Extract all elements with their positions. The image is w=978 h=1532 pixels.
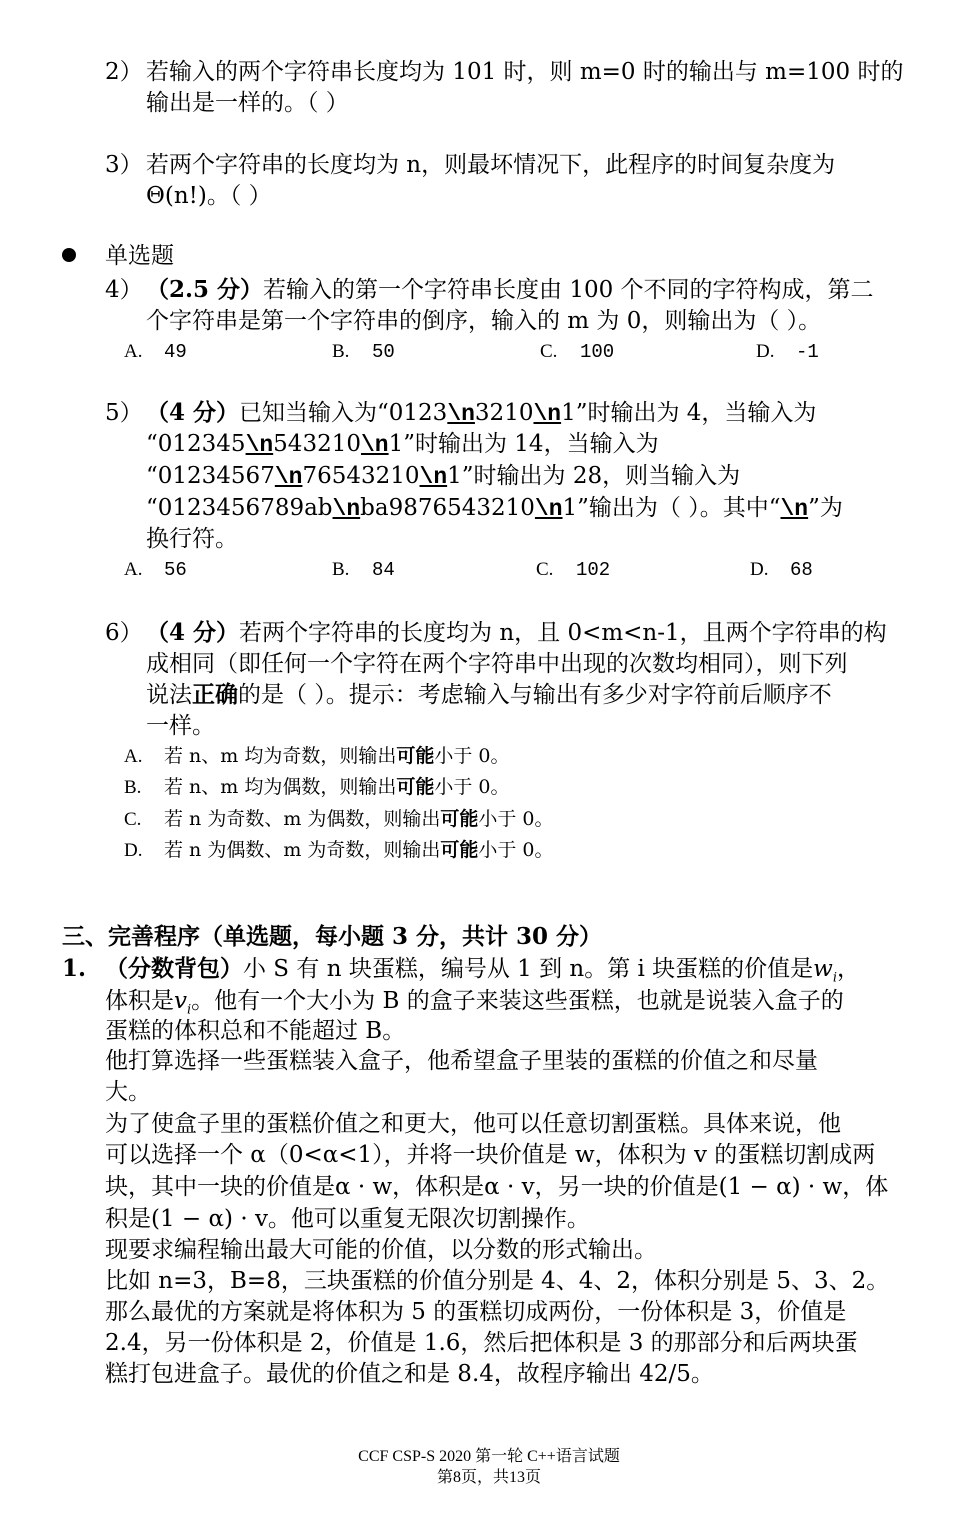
- q6-text: 若两个字符串的长度均为 n，且 0<m<n-1，且两个字符串的构: [239, 620, 887, 646]
- p1-line-13: 2.4，另一份体积是 2，价值是 1.6，然后把体积是 3 的那部分和后两块蛋: [105, 1330, 858, 1356]
- q4-line-1: [146, 275, 874, 305]
- option-letter: C.: [536, 559, 554, 580]
- q3-line-1: 若两个字符串的长度均为 n，则最坏情况下，此程序的时间复杂度为: [146, 152, 836, 178]
- q6-option-a: [124, 743, 510, 770]
- q5-text: “012345: [146, 431, 246, 457]
- option-value: 102: [576, 559, 611, 581]
- q5-number: 5）: [105, 400, 143, 426]
- q6-emphasis: 正确: [192, 682, 238, 708]
- newline-token: \n: [533, 401, 562, 427]
- q6-line-2: 成相同（即任何一个字符在两个字符串中出现的次数均相同），则下列: [146, 651, 848, 677]
- option-value: 56: [164, 559, 187, 581]
- option-letter: D.: [750, 559, 769, 580]
- p1-line-8: 块，其中一块的价值是α · w，体积是α · v，另一块的价值是(1 − α) · w，体: [105, 1174, 889, 1200]
- option-letter: B.: [332, 341, 350, 362]
- q3-line-2: Θ(n!)。（ ）: [146, 183, 272, 209]
- option-emphasis: 可能: [440, 839, 479, 861]
- q4-option-c: [540, 338, 614, 365]
- q2-line-2: 输出是一样的。（ ）: [146, 90, 349, 116]
- q5-option-b: [332, 556, 395, 583]
- q4-score: （2.5 分）: [146, 276, 264, 303]
- q5-text: ba9876543210: [360, 495, 535, 521]
- option-text: 小于 0。: [434, 745, 510, 767]
- q5-line-1: [146, 398, 816, 429]
- q5-text: 543210: [273, 431, 361, 457]
- q6-number: 6）: [105, 620, 143, 646]
- q2-number: 2）: [105, 59, 143, 85]
- q3-number: 3）: [105, 152, 143, 178]
- q4-text: 若输入的第一个字符串长度由 100 个不同的字符构成，第二: [263, 277, 874, 303]
- option-text: 小于 0。: [478, 808, 554, 830]
- p1-text: 小 S 有 n 块蛋糕，编号从 1 到 n。第 i 块蛋糕的价值是: [243, 956, 814, 982]
- option-letter: D.: [124, 840, 143, 861]
- q4-option-b: [332, 338, 395, 365]
- q5-text: 1”时输出为 28，则当输入为: [447, 463, 741, 489]
- p1-line-14: 糕打包进盒子。最优的价值之和是 8.4，故程序输出 42/5。: [105, 1361, 714, 1387]
- q5-line-2: [146, 429, 659, 460]
- q6-score: （4 分）: [146, 619, 240, 646]
- p1-line-12: 那么最优的方案就是将体积为 5 的蛋糕切成两份，一份体积是 3，价值是: [105, 1299, 847, 1325]
- newline-token: \n: [780, 496, 809, 522]
- math-subscript: i: [832, 970, 838, 986]
- option-emphasis: 可能: [396, 776, 435, 798]
- option-letter: C.: [124, 809, 142, 830]
- math-v: v: [174, 988, 187, 1014]
- section-3-title: 三、完善程序（单选题，每小题 3 分，共计 30 分）: [62, 923, 603, 950]
- option-letter: B.: [124, 777, 142, 798]
- option-value: -1: [796, 341, 819, 363]
- q5-text: 76543210: [302, 463, 420, 489]
- p1-line-9: 积是(1 − α) · v。他可以重复无限次切割操作。: [105, 1206, 590, 1232]
- option-emphasis: 可能: [396, 745, 435, 767]
- option-value: 100: [580, 341, 615, 363]
- q5-text: 3210: [474, 400, 534, 426]
- single-choice-heading: 单选题: [105, 243, 174, 269]
- option-text: 若 n、m 均为偶数，则输出: [164, 776, 397, 798]
- q5-text: 1”输出为（ ）。其中“: [562, 495, 781, 521]
- option-text: 若 n 为奇数、m 为偶数，则输出: [164, 808, 441, 830]
- q5-text: “01234567: [146, 463, 275, 489]
- math-w: w: [813, 956, 833, 982]
- p1-number: 1.: [62, 955, 87, 982]
- bullet-icon: [62, 248, 76, 262]
- newline-token: \n: [419, 464, 448, 490]
- newline-token: \n: [245, 432, 274, 458]
- newline-token: \n: [274, 464, 303, 490]
- p1-line-7: 可以选择一个 α（0<α<1），并将一块价值是 w，体积为 v 的蛋糕切割成两: [105, 1142, 876, 1168]
- q6-text: 的是（ ）。提示：考虑输入与输出有多少对字符前后顺序不: [238, 682, 832, 708]
- p1-line-5: 大。: [105, 1079, 151, 1105]
- q6-option-b: [124, 774, 510, 801]
- option-value: 49: [164, 341, 187, 363]
- q5-line-3: [146, 461, 740, 492]
- math-subscript: i: [187, 1002, 192, 1018]
- q6-line-1: [146, 618, 887, 648]
- option-value: 50: [372, 341, 395, 363]
- newline-token: \n: [534, 496, 563, 522]
- option-letter: C.: [540, 341, 558, 362]
- q4-line-2: 个字符串是第一个字符串的倒序，输入的 m 为 0，则输出为（ ）。: [146, 308, 822, 334]
- q6-option-d: [124, 837, 554, 864]
- option-value: 84: [372, 559, 395, 581]
- q4-option-d: [756, 338, 819, 365]
- p1-text: ，: [837, 956, 861, 982]
- q5-option-a: [124, 556, 187, 583]
- q4-option-a: [124, 338, 187, 365]
- option-text: 小于 0。: [434, 776, 510, 798]
- option-emphasis: 可能: [440, 808, 479, 830]
- q5-text: 1”时输出为 4，当输入为: [561, 400, 817, 426]
- p1-line-4: 他打算选择一些蛋糕装入盒子，他希望盒子里装的蛋糕的价值之和尽量: [105, 1048, 818, 1074]
- q6-line-4: 一样。: [146, 713, 215, 739]
- p1-line-11: 比如 n=3，B=8，三块蛋糕的价值分别是 4、4、2，体积分别是 5、3、2。: [105, 1268, 890, 1294]
- p1-line-10: 现要求编程输出最大可能的价值，以分数的形式输出。: [105, 1237, 657, 1263]
- footer-title: CCF CSP-S 2020 第一轮 C++语言试题: [358, 1448, 620, 1465]
- q5-text: 已知当输入为“0123: [239, 400, 448, 426]
- q2-line-1: 若输入的两个字符串长度均为 101 时，则 m=0 时的输出与 m=100 时的: [146, 59, 904, 85]
- q6-text: 说法: [146, 682, 192, 708]
- newline-token: \n: [360, 432, 389, 458]
- q6-option-c: [124, 806, 554, 833]
- q4-number: 4）: [105, 277, 143, 303]
- option-text: 若 n 为偶数、m 为奇数，则输出: [164, 839, 441, 861]
- q5-text: ”为: [808, 495, 843, 521]
- option-letter: A.: [124, 559, 143, 580]
- p1-title: （分数背包）: [105, 955, 243, 982]
- q5-line-4: [146, 493, 843, 524]
- p1-text: 。他有一个大小为 B 的盒子来装这些蛋糕，也就是说装入盒子的: [191, 988, 844, 1014]
- newline-token: \n: [447, 401, 475, 427]
- q5-option-d: [750, 556, 813, 583]
- footer-page-number: 第8页，共13页: [436, 1469, 541, 1486]
- option-text: 若 n、m 均为奇数，则输出: [164, 745, 397, 767]
- q5-line-5: 换行符。: [146, 526, 238, 552]
- q5-text: “0123456789ab: [146, 495, 333, 521]
- q5-score: （4 分）: [146, 399, 240, 426]
- option-letter: A.: [124, 746, 143, 767]
- p1-line-3: 蛋糕的体积总和不能超过 B。: [105, 1018, 406, 1044]
- p1-line-6: 为了使盒子里的蛋糕价值之和更大，他可以任意切割蛋糕。具体来说，他: [105, 1111, 841, 1137]
- option-letter: B.: [332, 559, 350, 580]
- option-text: 小于 0。: [478, 839, 554, 861]
- option-letter: A.: [124, 341, 143, 362]
- p1-text: 体积是: [105, 988, 174, 1014]
- option-value: 68: [790, 559, 813, 581]
- q5-text: 1”时输出为 14，当输入为: [388, 431, 659, 457]
- q6-line-3: [146, 680, 832, 710]
- newline-token: \n: [332, 496, 361, 522]
- option-letter: D.: [756, 341, 775, 362]
- q5-option-c: [536, 556, 610, 583]
